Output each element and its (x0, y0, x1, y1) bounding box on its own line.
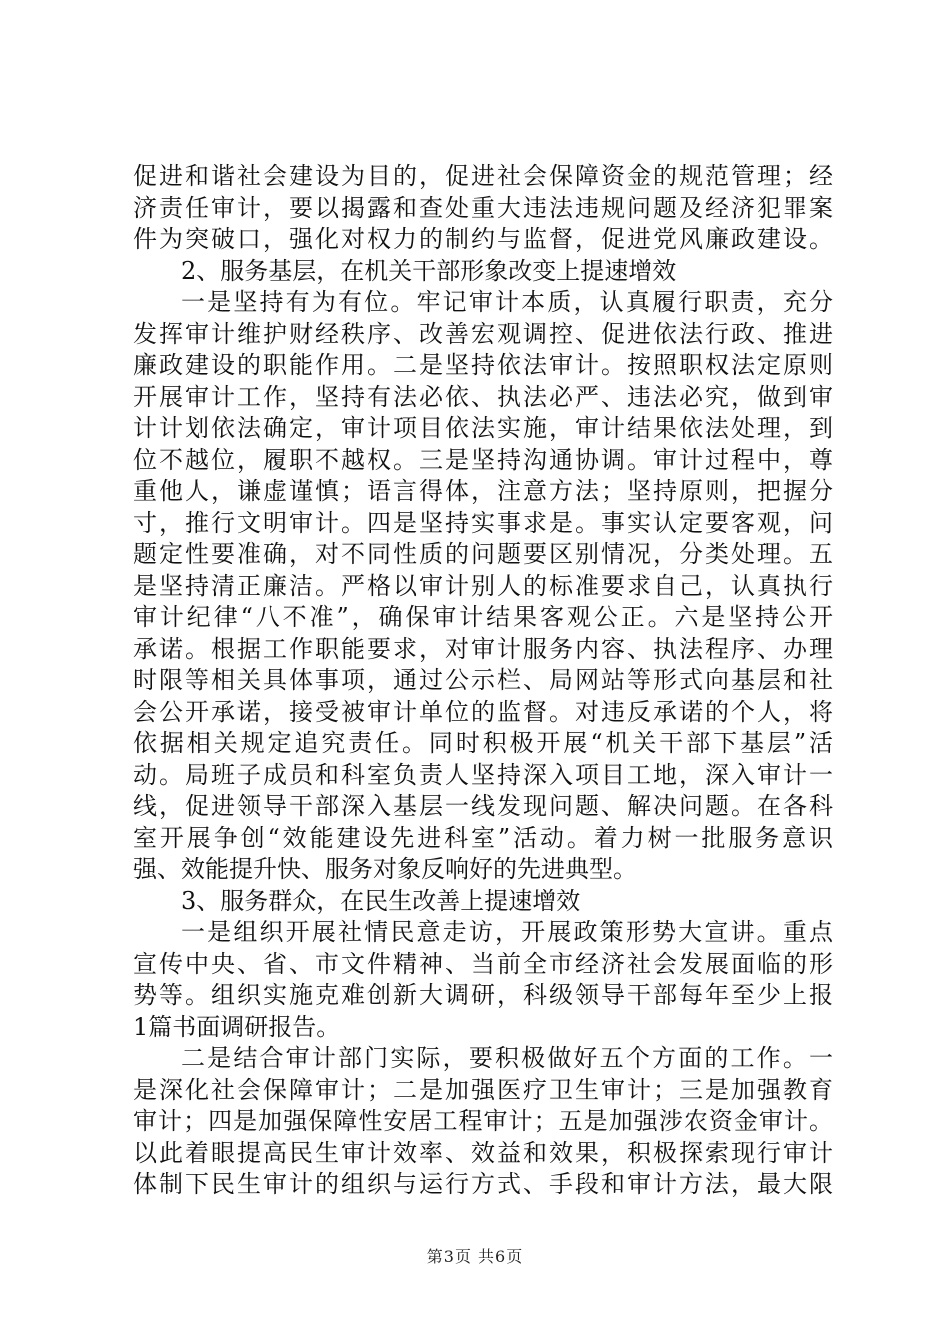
text-line: 势等。组织实施克难创新大调研，科级领导干部每年至少上报 (133, 981, 833, 1009)
text-line: 依据相关规定追究责任。同时积极开展“机关干部下基层”活 (133, 729, 833, 757)
text-line: 件为突破口，强化对权力的制约与监督，促进党风廉政建设。 (133, 225, 833, 253)
text-line: 审计纪律“八不准”，确保审计结果客观公正。六是坚持公开 (133, 603, 833, 631)
text-line: 促进和谐社会建设为目的，促进社会保障资金的规范管理；经 (133, 162, 833, 190)
text-line: 一是坚持有为有位。牢记审计本质，认真履行职责，充分 (181, 288, 833, 316)
text-line: 济责任审计，要以揭露和查处重大违法违规问题及经济犯罪案 (133, 193, 833, 222)
text-line: 承诺。根据工作职能要求，对审计服务内容、执法程序、办理 (133, 634, 833, 663)
text-line: 室开展争创“效能建设先进科室”活动。着力树一批服务意识 (133, 823, 833, 852)
text-line: 发挥审计维护财经秩序、改善宏观调控、促进依法行政、推进 (133, 319, 833, 348)
text-line: 宣传中央、省、市文件精神、当前全市经济社会发展面临的形 (133, 949, 833, 978)
body-text (133, 161, 833, 1201)
text-line: 计计划依法确定，审计项目依法实施，审计结果依法处理，到 (133, 414, 833, 442)
text-line: 2、服务基层，在机关干部形象改变上提速增效 (181, 256, 677, 285)
text-line: 位不越位，履职不越权。三是坚持沟通协调。审计过程中，尊 (133, 445, 833, 474)
text-line: 3、服务群众，在民生改善上提速增效 (181, 886, 581, 915)
text-line: 动。局班子成员和科室负责人坚持深入项目工地，深入审计一 (133, 760, 833, 789)
text-line: 是坚持清正廉洁。严格以审计别人的标准要求自己，认真执行 (133, 571, 833, 600)
text-line: 以此着眼提高民生审计效率、效益和效果，积极探索现行审计 (133, 1138, 833, 1167)
text-line: 强、效能提升快、服务对象反响好的先进典型。 (133, 855, 637, 883)
text-line: 时限等相关具体事项，通过公示栏、局网站等形式向基层和社 (133, 666, 833, 694)
text-line: 一是组织开展社情民意走访，开展政策形势大宣讲。重点 (181, 918, 833, 946)
text-line: 寸，推行文明审计。四是坚持实事求是。事实认定要客观，问 (133, 508, 833, 537)
text-line: 会公开承诺，接受被审计单位的监督。对违反承诺的个人，将 (133, 697, 833, 726)
text-line: 题定性要准确，对不同性质的问题要区别情况，分类处理。五 (133, 540, 833, 568)
text-line: 线，促进领导干部深入基层一线发现问题、解决问题。在各科 (133, 792, 833, 820)
text-line: 二是结合审计部门实际，要积极做好五个方面的工作。一 (181, 1044, 833, 1072)
text-line: 1篇书面调研报告。 (133, 1012, 341, 1041)
text-line: 体制下民生审计的组织与运行方式、手段和审计方法，最大限 (133, 1170, 833, 1198)
page-number: 第3页 共6页 (426, 1247, 524, 1266)
text-line: 重他人，谦虚谨慎；语言得体，注意方法；坚持原则，把握分 (133, 477, 833, 505)
text-line: 是深化社会保障审计；二是加强医疗卫生审计；三是加强教育 (133, 1075, 833, 1104)
text-line: 审计；四是加强保障性安居工程审计；五是加强涉农资金审计。 (133, 1107, 833, 1135)
text-line: 廉政建设的职能作用。二是坚持依法审计。按照职权法定原则 (133, 351, 833, 379)
text-line: 开展审计工作，坚持有法必依、执法必严、违法必究，做到审 (133, 382, 833, 411)
